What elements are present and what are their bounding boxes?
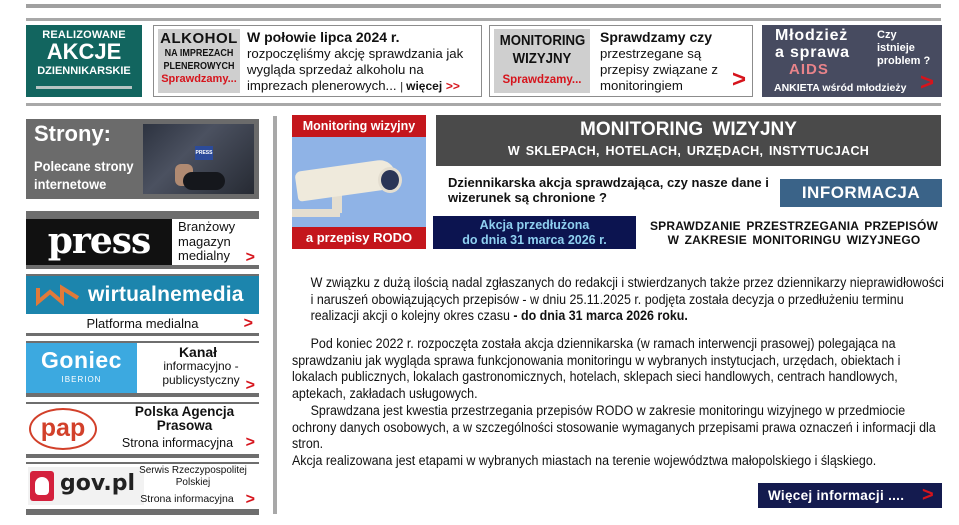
sidebar-title: Strony: — [34, 121, 111, 146]
polish-eagle-icon — [30, 471, 54, 501]
chevron-right-icon: > — [245, 434, 255, 451]
column-separator — [273, 116, 277, 514]
aids-question: Czy istnieje problem ? — [877, 29, 931, 67]
chevron-right-icon: > — [245, 377, 255, 394]
aids-title1: Młodzież — [775, 27, 849, 44]
extended-line1: Akcja przedłużona — [479, 218, 590, 232]
akcje-line1: REALIZOWANE — [42, 29, 126, 41]
sidebar-link-pap[interactable] — [26, 402, 259, 458]
page-title-box — [436, 115, 941, 166]
chevron-double-right-icon: >> — [445, 79, 460, 93]
aids-title — [775, 27, 850, 61]
alkohol-label-sub2: PLENEROWYCH — [163, 61, 235, 72]
paragraph-3-text: Sprawdzana jest kwestia przestrzegania przepisów RODO w zakresie monitoringu wizyjnego w przedmiocie ochrony danych osobowych, a w szczególności stosowanie wymaganych przepisami prawa oznaczeń i informacji dla stron. — [292, 403, 936, 451]
goniec-logo — [26, 343, 137, 393]
checking-line1: SPRAWDZANIE PRZESTRZEGANIA PRZEPISÓW — [649, 219, 939, 233]
checking-heading — [646, 219, 942, 247]
camera-lens — [378, 167, 402, 193]
monitoring-sprawdzamy-link[interactable]: Sprawdzamy... — [502, 74, 582, 86]
paragraph-1-text: W związku z dużą ilością nadal zgłaszanych do redakcji i stwierdzanych także przez dziennikarzy nieprawidłowości i naruszeń obowiązujących przepisów - w dniu 25.11.2025 r. podjęta została decyzja o przedłużeniu terminu realizacji akcji o kolejny okres czasu — [310, 275, 944, 323]
article-paragraph-3 — [292, 403, 949, 453]
wirtualnemedia-desc-box — [26, 314, 259, 333]
monitoring-banner[interactable] — [489, 25, 753, 97]
akcje-bar — [36, 86, 132, 89]
monitoring-text-bold: Sprawdzamy czy — [600, 29, 713, 45]
monitoring-label — [494, 29, 590, 93]
pap-desc-title: Polska Agencja Prasowa — [134, 404, 235, 433]
aids-survey-banner[interactable] — [762, 25, 942, 97]
sidebar-link-goniec[interactable] — [26, 341, 259, 397]
goniec-logo-text: Goniec — [41, 347, 122, 373]
checking-line2: W ZAKRESIE MONITORINGU WIZYJNEGO — [667, 233, 921, 247]
extended-line2: do dnia 31 marca 2026 r. — [462, 233, 607, 247]
akcje-dziennikarskie-banner[interactable] — [26, 25, 142, 97]
paragraph-1-bold: - do dnia 31 marca 2026 roku. — [513, 308, 688, 323]
alkohol-label-title: ALKOHOL — [160, 30, 238, 47]
alkohol-more-link[interactable]: więcej — [406, 79, 443, 93]
pap-box — [26, 404, 259, 454]
gov-logo — [28, 467, 144, 505]
page-subtitle: W SKLEPACH, HOTELACH, URZĘDACH, INSTYTUCJACH — [507, 144, 870, 158]
microphone-icon — [183, 172, 225, 190]
article-paragraph-4 — [292, 453, 949, 470]
page-title: MONITORING WIZYJNY — [580, 119, 797, 140]
alkohol-text-bold: W połowie lipca 2024 r. — [247, 29, 400, 45]
banner-divider-top — [26, 18, 941, 21]
aids-title2: a sprawa — [775, 44, 850, 61]
press-journalist-photo — [143, 124, 254, 194]
press-logo: press — [26, 219, 172, 265]
pap-desc: Strona informacyjna — [121, 436, 234, 450]
alkohol-label-sub1: NA IMPREZACH — [164, 48, 234, 59]
informacja-button[interactable]: INFORMACJA — [780, 179, 942, 207]
top-divider — [26, 4, 941, 8]
banner-divider-bottom — [26, 103, 941, 106]
gov-text — [129, 465, 257, 505]
goniec-desc-title: Kanał — [178, 344, 218, 360]
wirtualnemedia-desc: Platforma medialna — [86, 316, 199, 331]
pap-logo: pap — [29, 408, 97, 450]
alkohol-text-rest: rozpoczęliśmy akcję sprawdzania jak wygląda sprzedaż alkoholu na imprezach plenerowych... — [247, 46, 464, 93]
article-paragraph-1 — [292, 275, 949, 325]
campaign-question: Dziennikarska akcja sprawdzająca, czy nasze dane i wizerunek są chronione ? — [448, 175, 769, 205]
akcje-line2: AKCJE — [46, 39, 122, 64]
press-badge: PRESS — [195, 146, 213, 160]
chevron-right-icon: > — [243, 315, 253, 332]
alkohol-sep: | — [400, 81, 407, 93]
more-info-label: Więcej informacji .... — [768, 488, 905, 503]
chevron-right-icon: > — [245, 248, 255, 266]
monitoring-text-rest: przestrzegane są przepisy związane z monitoringiem — [600, 46, 719, 93]
gov-desc: Strona informacyjna — [140, 493, 234, 505]
press-desc: Branżowy magazyn medialny — [178, 219, 236, 263]
rodo-image-top-label: Monitoring wizyjny — [292, 115, 426, 137]
alkohol-banner[interactable] — [153, 25, 482, 97]
goniec-logo-sub: IBERION — [61, 375, 102, 384]
camera-arm — [332, 195, 342, 213]
wm-logo-icon — [36, 284, 80, 306]
goniec-desc: informacyjno -publicystyczny — [162, 359, 240, 387]
gov-desc-title: Serwis Rzeczypospolitej Polskiej — [139, 465, 247, 488]
sidebar-link-wirtualnemedia[interactable] — [26, 274, 259, 336]
more-info-button[interactable] — [758, 483, 942, 508]
monitoring-label-title2: WIZYJNY — [512, 50, 572, 67]
article-paragraph-2 — [292, 336, 949, 402]
monitoring-text — [600, 29, 740, 94]
sidebar-header — [26, 119, 259, 199]
rodo-camera-image[interactable] — [292, 115, 426, 249]
aids-survey-label: ANKIETA wśród młodzieży — [774, 82, 907, 94]
goniec-desc-box — [137, 343, 259, 393]
aids-title3: AIDS — [789, 61, 829, 78]
gov-box — [26, 464, 259, 509]
extended-notice — [433, 216, 636, 249]
akcje-line3: DZIENNIKARSKIE — [37, 65, 131, 77]
gov-logo-text: gov.pl — [60, 471, 136, 496]
pap-text — [112, 405, 257, 450]
chevron-right-icon[interactable]: > — [919, 69, 934, 96]
wirtualnemedia-logo-text: wirtualnemedia — [88, 283, 244, 306]
paragraph-4-text: Akcja realizowana jest etapami w wybranych miastach na terenie województwa małopolskiego i śląskiego. — [292, 453, 877, 468]
chevron-right-icon: > — [245, 491, 255, 508]
alkohol-label — [158, 29, 240, 93]
paragraph-2-text: Pod koniec 2022 r. rozpoczęta została akcja dziennikarska (w ramach interwencji prasowej) polegająca na sprawdzaniu jak wygląda sprawa funkcjonowania monitoringu w wybranych instytucjach, urzędach, obiektach i lokalach publicznych, lokalach gastronomicznych, hotelach, sklepach sieci handlowych, centrach handlowych, aptekach, zakładach usługowych. — [292, 336, 901, 401]
alkohol-text — [247, 29, 479, 95]
sidebar-link-press[interactable] — [26, 211, 259, 269]
chevron-right-icon: > — [922, 484, 934, 506]
alkohol-sprawdzamy-link[interactable]: Sprawdzamy... — [161, 73, 237, 85]
wirtualnemedia-logo — [26, 276, 259, 314]
sidebar-subtitle: Polecane strony internetowe — [34, 158, 134, 192]
monitoring-label-title1: MONITORING — [499, 32, 586, 49]
sidebar-link-gov[interactable] — [26, 462, 259, 515]
chevron-right-icon[interactable]: > — [731, 66, 746, 93]
press-desc-box — [172, 219, 259, 265]
rodo-image-bottom-label: a przepisy RODO — [292, 227, 426, 249]
